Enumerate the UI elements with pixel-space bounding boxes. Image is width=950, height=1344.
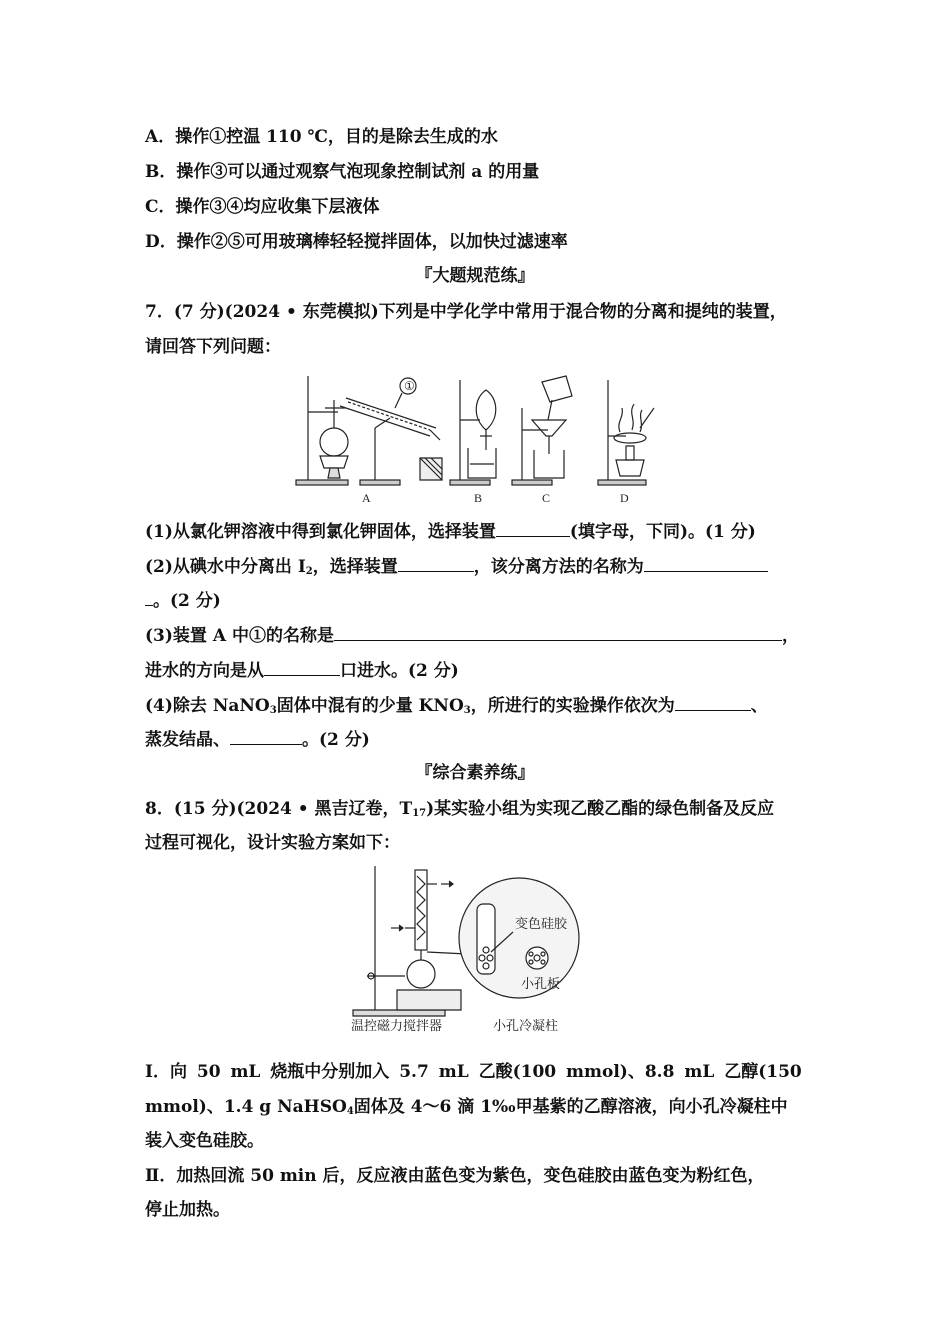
option-b: B．操作③可以通过观察气泡现象控制试剂 a 的用量 [145,162,540,182]
figure-label-c: C [542,491,551,505]
section-title-comprehensive: 『综合素养练』 [415,763,535,783]
option-c: C．操作③④均应收集下层液体 [145,197,380,217]
option-d: D．操作②⑤可用玻璃棒轻轻搅拌固体，以加快过滤速率 [145,232,568,252]
q7-part2: (2)从碘水中分离出 $I_2$，选择装置 ，该分离方法的名称为 [145,553,825,584]
figure-label-b: B [474,491,483,505]
q8-step1-line2: mmol)、1.4 g NaHSO$_4$固体及 4～6 滴 1‰甲基紫的乙醇溶液，向小孔冷凝柱中 [145,1097,788,1117]
q7-stem-line2: 请回答下列问题： [145,337,281,357]
label-silica-gel: 变色硅胶 [515,917,568,932]
q7-part4-cont: 蒸发结晶、 。(2 分) [145,726,825,752]
label-stirrer: 温控磁力搅拌器 [351,1019,443,1032]
figure-label-d: D [620,491,629,505]
q7-part3: (3)装置 A 中①的名称是 ， [145,622,825,648]
label-condenser-column: 小孔冷凝柱 [493,1019,559,1032]
q7-part2-cont: 。(2 分) [145,587,825,613]
label-porous-plate: 小孔板 [521,977,561,992]
figure-label-a: A [362,491,371,505]
q8-stem-line1: 8．(15 分)(2024 • 黑吉辽卷，$T_{17}$)某实验小组为实现乙酸乙酯的绿色制备及反应 [145,799,775,819]
q8-step2-line2: 停止加热。 [145,1200,230,1220]
q8-step1-line3: 装入变色硅胶。 [145,1131,264,1151]
q8-step1-line1: Ⅰ．向 50 mL 烧瓶中分别加入 5.7 mL 乙酸(100 mmol)、8.8 mL 乙醇(150 [145,1062,802,1082]
section-title-major: 『大题规范练』 [415,266,535,286]
q7-part3-cont: 进水的方向是从 口进水。(2 分) [145,657,825,683]
q8-stem-line2: 过程可视化，设计实验方案如下： [145,833,400,853]
q7-part4: (4)除去 NaNO$_3$固体中混有的少量 $KNO_3$，所进行的实验操作依次为 、 [145,692,825,723]
q7-apparatus-figure [290,368,660,508]
figure-marker-1: ① [404,379,415,393]
option-a: A．操作①控温 110 ℃，目的是除去生成的水 [145,127,498,147]
q7-part1: (1)从氯化钾溶液中得到氯化钾固体，选择装置 (填字母，下同)。(1 分) [145,518,825,544]
q8-apparatus-figure [345,862,605,1032]
q7-stem-line1: 7．(7 分)(2024 • 东莞模拟)下列是中学化学中常用于混合物的分离和提纯的装置， [145,302,787,322]
q8-step2-line1: Ⅱ．加热回流 50 min 后，反应液由蓝色变为紫色，变色硅胶由蓝色变为粉红色， [145,1166,765,1186]
